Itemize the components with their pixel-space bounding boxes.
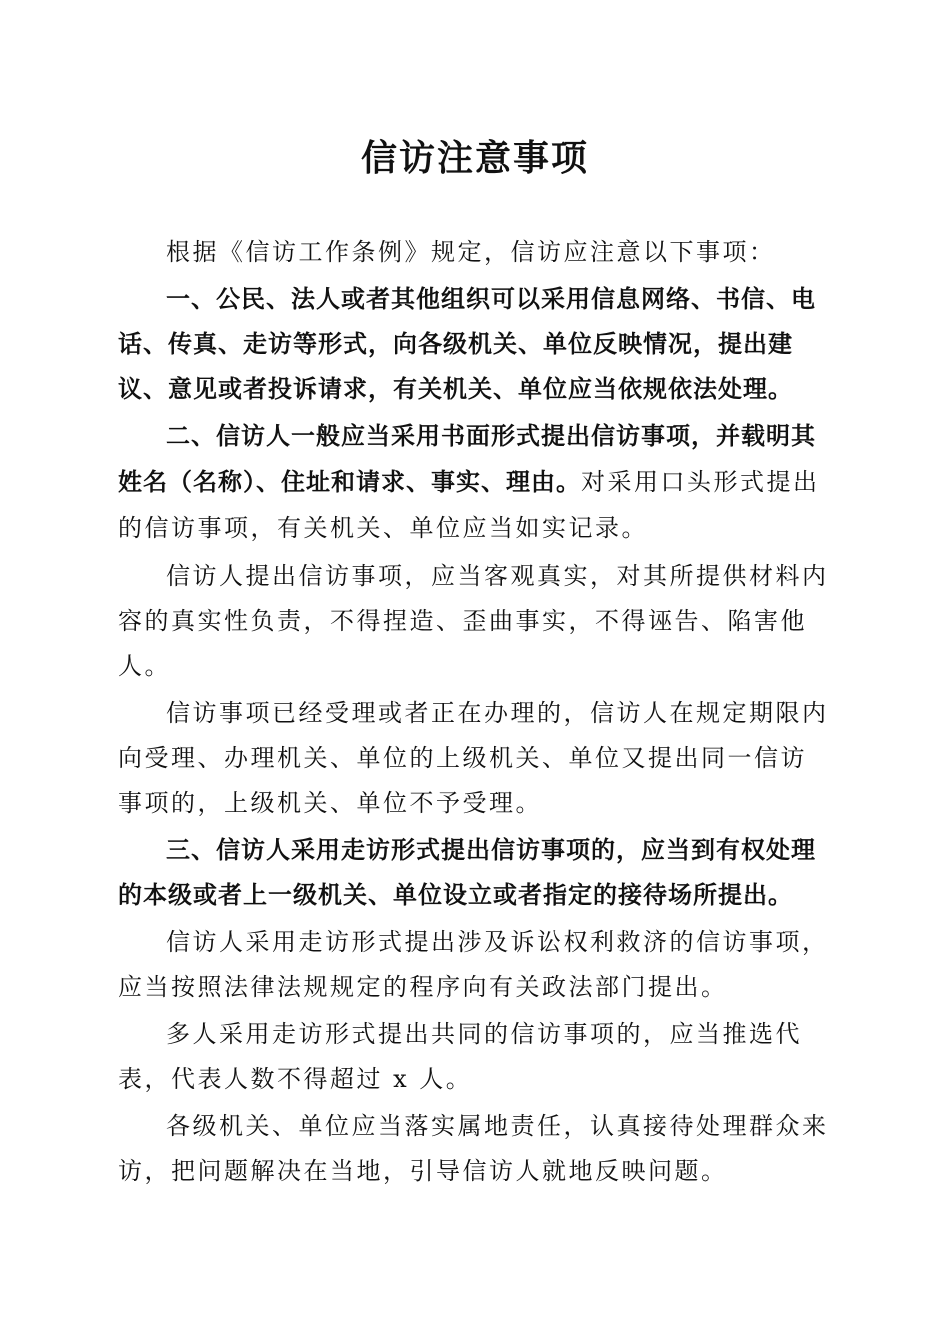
document-title: 信访注意事项 xyxy=(360,137,589,179)
section-two-paragraph xyxy=(118,414,830,552)
duplicate-petition-paragraph: 信访事项已经受理或者正在办理的，信访人在规定期限内向受理、办理机关、单位的上级机关、单位又提出同一信访事项的，上级机关、单位不予受理。 xyxy=(118,699,829,817)
section-two-regular-text: 对采用口头形式提出的信访事项，有关机关、单位应当如实记录。 xyxy=(118,468,820,542)
document-body xyxy=(118,230,830,1194)
section-one-paragraph: 一、公民、法人或者其他组织可以采用信息网络、书信、电话、传真、走访等形式，向各级机关、单位反映情况，提出建议、意见或者投诉请求，有关机关、单位应当依规依法处理。 xyxy=(118,285,816,403)
intro-paragraph: 根据《信访工作条例》规定，信访应注意以下事项： xyxy=(166,238,776,266)
section-three-paragraph: 三、信访人采用走访形式提出信访事项的，应当到有权处理的本级或者上一级机关、单位设立或者指定的接待场所提出。 xyxy=(118,836,816,909)
litigation-rights-paragraph: 信访人采用走访形式提出涉及诉讼权利救济的信访事项，应当按照法律法规规定的程序向有关政法部门提出。 xyxy=(118,928,829,1001)
truthfulness-paragraph: 信访人提出信访事项，应当客观真实，对其所提供材料内容的真实性负责，不得捏造、歪曲事实，不得诬告、陷害他人。 xyxy=(118,562,829,680)
representatives-paragraph: 多人采用走访形式提出共同的信访事项的，应当推选代表，代表人数不得超过 x 人。 xyxy=(118,1020,802,1093)
section-two-bold-text: 二、信访人一般应当采用书面形式提出信访事项，并载明其姓名（名称）、住址和请求、事实、理由。 xyxy=(118,422,816,496)
local-responsibility-paragraph: 各级机关、单位应当落实属地责任，认真接待处理群众来访，把问题解决在当地，引导信访人就地反映问题。 xyxy=(118,1112,829,1185)
